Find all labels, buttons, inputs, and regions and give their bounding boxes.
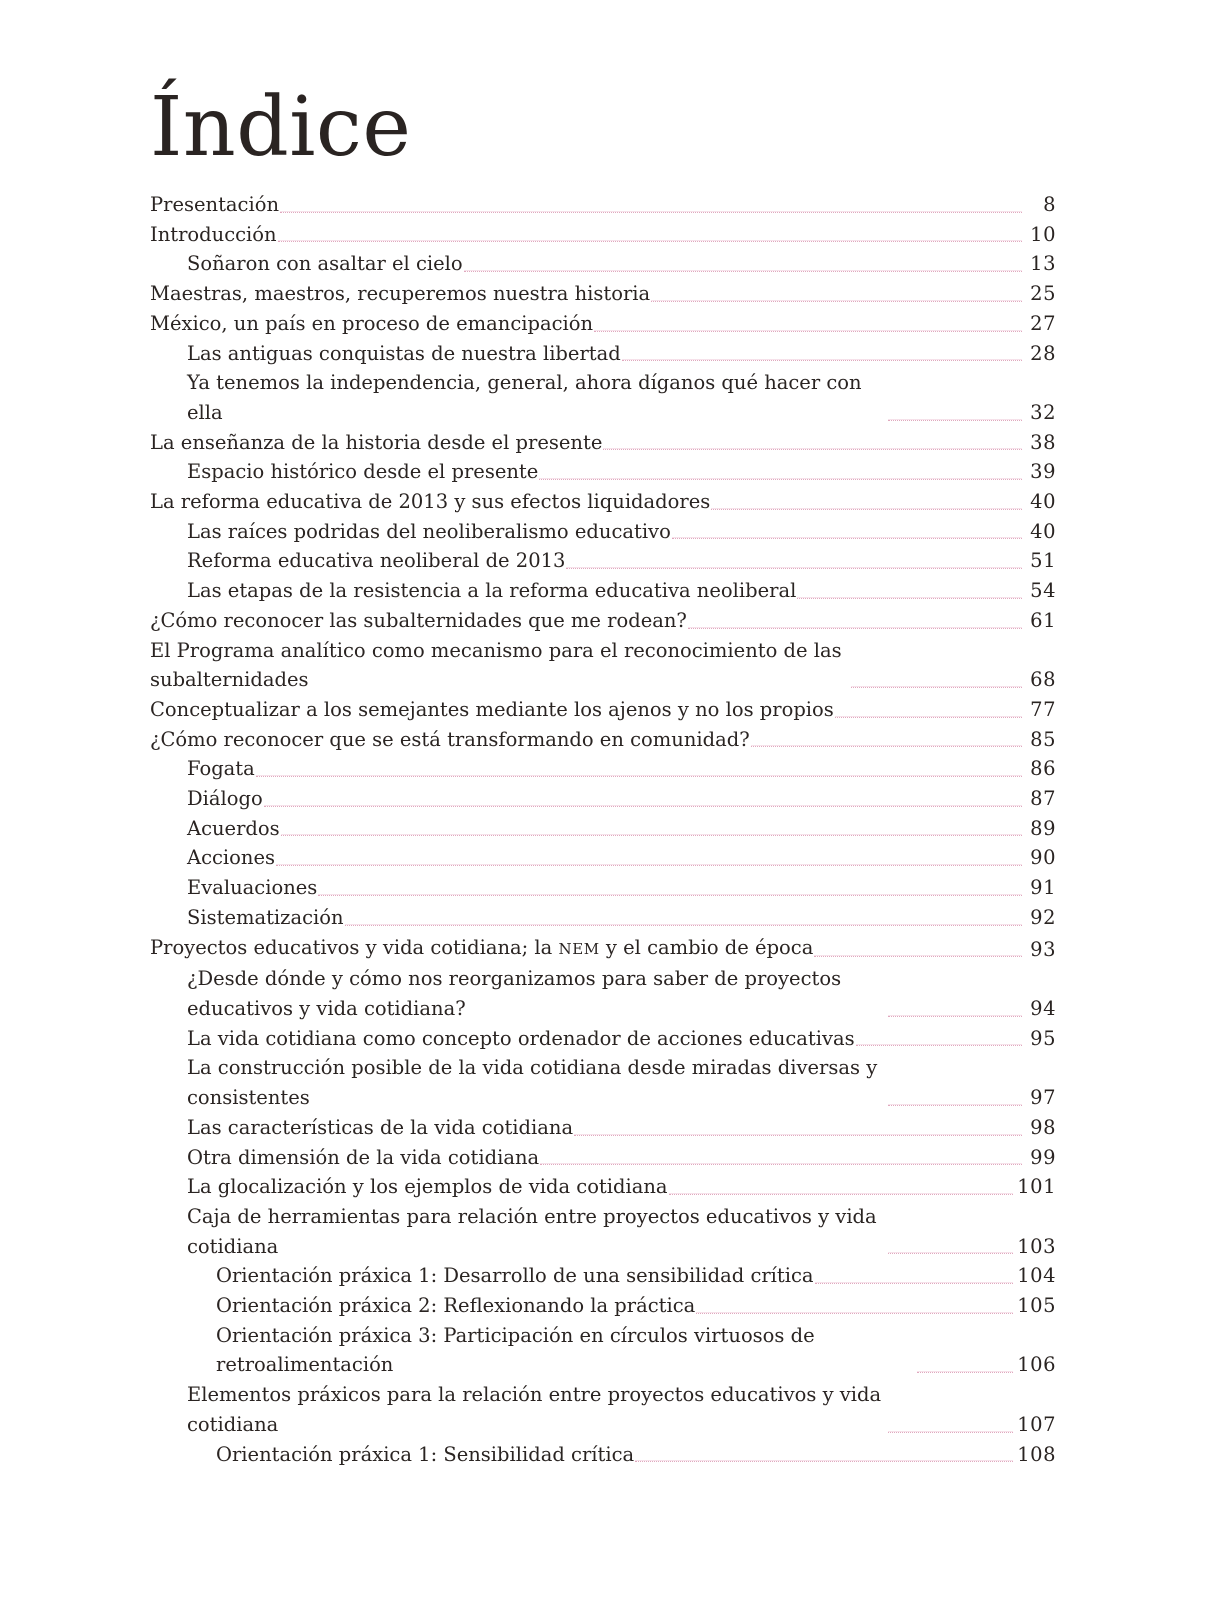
dot-leader [917, 1371, 1013, 1373]
dot-leader [574, 1134, 1022, 1136]
toc-entry-page-number: 61 [1030, 608, 1056, 632]
toc-entry-page-number: 104 [1017, 1264, 1056, 1288]
dot-leader [264, 805, 1022, 807]
toc-entry[interactable] [150, 784, 1056, 814]
dot-leader [651, 300, 1022, 302]
toc-entry-page-number: 13 [1030, 252, 1056, 276]
toc-entry[interactable] [150, 1053, 1056, 1112]
toc-entry-page-number: 90 [1030, 846, 1056, 870]
toc-entry-page-number: 93 [1030, 937, 1056, 961]
toc-entry-title: Orientación práxica 2: Reflexionando la práctica [216, 1294, 696, 1318]
dot-leader [594, 330, 1022, 332]
toc-entry[interactable] [150, 249, 1056, 279]
toc-entry-page-number: 89 [1030, 816, 1056, 840]
toc-entry-page-number: 91 [1030, 876, 1056, 900]
toc-entry-page-number: 94 [1030, 996, 1056, 1020]
toc-entry-title: La glocalización y los ejemplos de vida cotidiana [187, 1175, 668, 1199]
toc-entry-title: Acciones [187, 846, 276, 870]
toc-entry-page-number: 8 [1043, 193, 1056, 216]
dot-leader [281, 834, 1022, 836]
toc-entry-title: ¿Cómo reconocer las subalternidades que me rodean? [150, 608, 687, 632]
toc-entry-page-number: 98 [1030, 1115, 1056, 1139]
toc-entry[interactable] [150, 339, 1056, 369]
toc-entry-title: Maestras, maestros, recuperemos nuestra historia [150, 282, 651, 306]
dot-leader [276, 864, 1022, 866]
toc-entry-title: ¿Cómo reconocer que se está transformando en comunidad? [150, 727, 750, 751]
dot-leader [888, 1104, 1022, 1106]
toc-entry-title: Las características de la vida cotidiana [187, 1115, 574, 1139]
toc-entry-page-number: 105 [1017, 1294, 1056, 1318]
dot-leader [814, 955, 1022, 957]
dot-leader [797, 597, 1022, 599]
toc-entry-page-number: 38 [1030, 430, 1056, 454]
toc-entry-page-number: 95 [1030, 1026, 1056, 1050]
toc-entry[interactable] [150, 1291, 1056, 1321]
page-title: Índice [150, 80, 412, 175]
toc-entry[interactable] [150, 190, 1056, 220]
dot-leader [540, 1163, 1022, 1165]
toc-entry-page-number: 27 [1030, 311, 1056, 335]
toc-entry[interactable] [150, 428, 1056, 458]
toc-entry[interactable] [150, 1261, 1056, 1291]
toc-entry-title: Conceptualizar a los semejantes mediante los ajenos y no los propios [150, 697, 834, 721]
toc-entry-page-number: 87 [1030, 787, 1056, 811]
toc-entry-title: ¿Desde dónde y cómo nos reorganizamos para saber de proyectos educativos y vida cotidiana? [187, 967, 842, 1020]
toc-entry-title: Otra dimensión de la vida cotidiana [187, 1145, 540, 1169]
toc-entry[interactable] [150, 517, 1056, 547]
toc-entry-page-number: 77 [1030, 697, 1056, 721]
toc-entry-title: Diálogo [187, 787, 263, 811]
toc-entry[interactable] [150, 695, 1056, 725]
toc-entry[interactable] [150, 576, 1056, 606]
dot-leader [856, 1044, 1022, 1046]
toc-entry-page-number: 40 [1030, 519, 1056, 543]
dot-leader [256, 775, 1022, 777]
dot-leader [672, 537, 1022, 539]
toc-entry-title: Las antiguas conquistas de nuestra libertad [187, 341, 621, 365]
toc-entry-page-number: 28 [1030, 341, 1056, 365]
dot-leader [711, 508, 1022, 510]
dot-leader [851, 686, 1022, 688]
toc-entry-title: El Programa analítico como mecanismo para el reconocimiento de las subalternidades [150, 638, 842, 692]
toc-entry[interactable] [150, 1440, 1056, 1470]
toc-entry-title: La enseñanza de la historia desde el presente [150, 430, 603, 454]
toc-entry-title: La construcción posible de la vida cotidiana desde miradas diversas y consistentes [187, 1056, 878, 1110]
toc-entry-title: Las etapas de la resistencia a la reforma educativa neoliberal [187, 579, 797, 603]
toc-entry[interactable] [150, 546, 1056, 576]
toc-entry[interactable] [150, 309, 1056, 339]
dot-leader [635, 1460, 1013, 1462]
toc-entry-title: Orientación práxica 1: Sensibilidad crítica [216, 1442, 635, 1466]
dot-leader [464, 270, 1022, 272]
toc-entry-title: Acuerdos [187, 816, 280, 840]
toc-entry-page-number: 92 [1030, 905, 1056, 929]
toc-entry[interactable] [150, 279, 1056, 309]
toc-entry[interactable] [150, 964, 1056, 1023]
table-of-contents [150, 190, 1056, 1469]
toc-entry-title: Introducción [150, 222, 277, 246]
dot-leader [815, 1282, 1014, 1284]
toc-entry-page-number: 106 [1017, 1353, 1056, 1377]
toc-entry-title: Orientación práxica 3: Participación en círculos virtuosos de retroalimentación [216, 1323, 815, 1377]
dot-leader [539, 478, 1022, 480]
dot-leader [888, 1252, 1013, 1254]
toc-entry[interactable] [150, 903, 1056, 933]
toc-entry[interactable] [150, 1321, 1056, 1380]
toc-entry[interactable] [150, 933, 1056, 965]
dot-leader [318, 894, 1022, 896]
toc-entry-page-number: 99 [1030, 1145, 1056, 1169]
toc-entry[interactable] [150, 725, 1056, 755]
dot-leader [751, 745, 1022, 747]
toc-entry[interactable] [150, 1113, 1056, 1143]
toc-entry-title: Proyectos educativos y vida cotidiana; la NEM y el cambio de época [150, 935, 814, 959]
toc-entry-title: Las raíces podridas del neoliberalismo educativo [187, 519, 671, 543]
dot-leader [566, 567, 1022, 569]
dot-leader [688, 627, 1022, 629]
dot-leader [603, 448, 1022, 450]
toc-entry-title: Caja de herramientas para relación entre proyectos educativos y vida cotidiana [187, 1204, 877, 1258]
toc-entry-page-number: 97 [1030, 1086, 1056, 1110]
toc-entry-page-number: 85 [1030, 727, 1056, 751]
toc-entry[interactable] [150, 754, 1056, 784]
dot-leader [345, 924, 1022, 926]
dot-leader [278, 240, 1022, 242]
toc-entry-page-number: 68 [1030, 668, 1056, 692]
toc-entry[interactable] [150, 457, 1056, 487]
toc-entry-title: Espacio histórico desde el presente [187, 460, 539, 484]
dot-leader [669, 1193, 1014, 1195]
toc-entry-page-number: 39 [1030, 460, 1056, 484]
toc-entry-title: Sistematización [187, 905, 344, 929]
toc-entry[interactable] [150, 1202, 1056, 1261]
toc-entry-title: Reforma educativa neoliberal de 2013 [187, 549, 566, 573]
toc-entry-title: Evaluaciones [187, 876, 318, 900]
toc-entry[interactable] [150, 1380, 1056, 1439]
toc-entry[interactable] [150, 220, 1056, 250]
dot-leader [622, 359, 1022, 361]
toc-entry-title: Presentación [150, 193, 280, 216]
toc-entry-title: Orientación práxica 1: Desarrollo de una sensibilidad crítica [216, 1264, 814, 1288]
toc-entry-page-number: 107 [1017, 1412, 1056, 1436]
toc-entry-title: La vida cotidiana como concepto ordenador de acciones educativas [187, 1026, 855, 1050]
dot-leader [888, 1015, 1022, 1017]
dot-leader [888, 1431, 1013, 1433]
toc-entry[interactable] [150, 487, 1056, 517]
toc-entry-title: Elementos práxicos para la relación entre proyectos educativos y vida cotidiana [187, 1383, 882, 1436]
toc-entry-title: La reforma educativa de 2013 y sus efectos liquidadores [150, 490, 711, 514]
toc-entry[interactable] [150, 1143, 1056, 1173]
toc-entry-title: Fogata [187, 757, 255, 781]
dot-leader [888, 419, 1022, 421]
toc-entry[interactable] [150, 606, 1056, 636]
toc-entry-title: Ya tenemos la independencia, general, ahora díganos qué hacer con ella [187, 371, 862, 424]
dot-leader [696, 1312, 1013, 1314]
toc-entry-page-number: 32 [1030, 400, 1056, 424]
toc-entry-page-number: 51 [1030, 549, 1056, 573]
dot-leader [280, 211, 1022, 213]
toc-entry-page-number: 10 [1030, 222, 1056, 246]
toc-entry-page-number: 103 [1017, 1234, 1056, 1258]
dot-leader [835, 716, 1022, 718]
toc-entry[interactable] [150, 368, 1056, 427]
toc-entry[interactable] [150, 814, 1056, 844]
toc-entry-page-number: 108 [1017, 1442, 1056, 1466]
toc-entry-page-number: 25 [1030, 282, 1056, 306]
toc-entry[interactable] [150, 873, 1056, 903]
toc-entry-title: México, un país en proceso de emancipación [150, 311, 594, 335]
toc-entry-title: Soñaron con asaltar el cielo [187, 252, 463, 276]
toc-entry-page-number: 86 [1030, 757, 1056, 781]
toc-entry-page-number: 101 [1017, 1175, 1056, 1199]
toc-entry-page-number: 40 [1030, 490, 1056, 514]
toc-entry[interactable] [150, 636, 1056, 695]
toc-entry-page-number: 54 [1030, 579, 1056, 603]
toc-entry[interactable] [150, 1024, 1056, 1054]
toc-entry[interactable] [150, 1172, 1056, 1202]
toc-entry[interactable] [150, 843, 1056, 873]
